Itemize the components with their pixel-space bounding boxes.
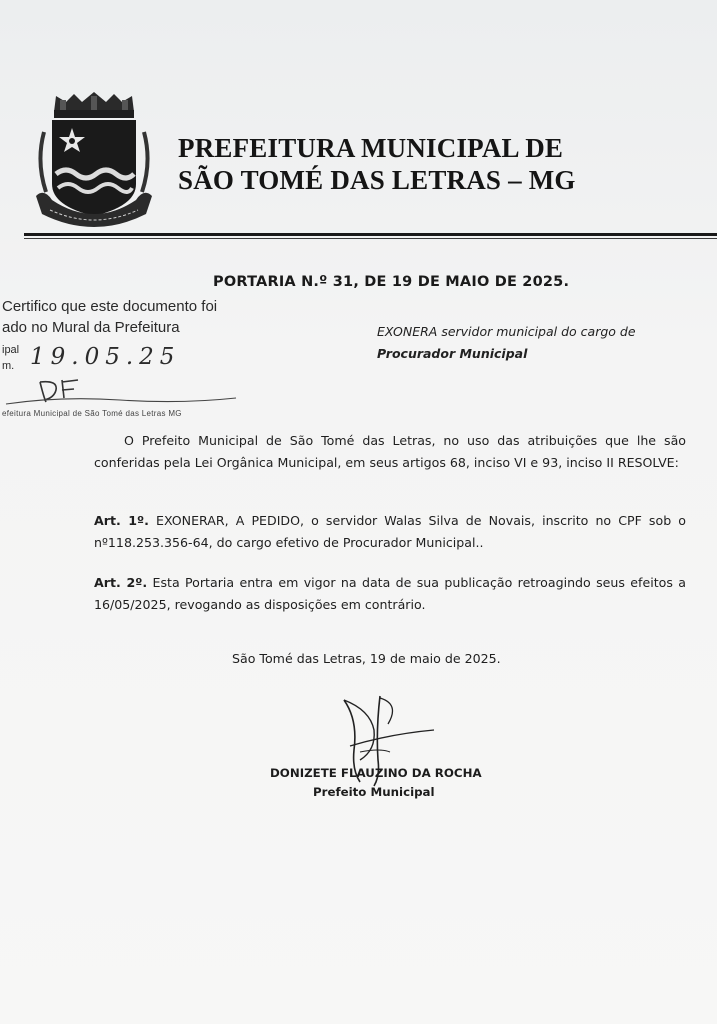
stamp-line-3: ipal (2, 344, 20, 356)
signatory-role: Prefeito Municipal (313, 785, 435, 799)
preamble-text: O Prefeito Municipal de São Tomé das Letras, no uso das atribuições que lhe são conferidas pela Lei Orgânica Municipal, em seus artigos 68, inciso VI e 93, inciso II RESOLVE: (94, 433, 686, 470)
stamp-footer: efeitura Municipal de São Tomé das Letras MG (2, 409, 182, 418)
stamp-initials-icon (0, 376, 240, 410)
institution-line-1: PREFEITURA MUNICIPAL DE (178, 133, 564, 163)
summary-bold-text: Procurador Municipal (377, 346, 528, 361)
institution-heading (178, 132, 576, 196)
ordinance-title: PORTARIA N.º 31, DE 19 DE MAIO DE 2025. (213, 274, 570, 290)
publication-stamp (0, 292, 260, 432)
header-divider-thin (24, 238, 717, 239)
institution-line-2: SÃO TOMÉ DAS LETRAS – MG (178, 165, 576, 195)
coat-of-arms-icon (34, 92, 154, 234)
article-2-label: Art. 2º. (94, 575, 148, 590)
stamp-handwritten-date: 19.05.25 (30, 344, 181, 370)
summary-text: EXONERA servidor municipal do cargo de (377, 324, 636, 339)
article-1-label: Art. 1º. (94, 513, 149, 528)
preamble-paragraph (94, 430, 686, 474)
place-and-date: São Tomé das Letras, 19 de maio de 2025. (232, 651, 501, 666)
article-1-text: EXONERAR, A PEDIDO, o servidor Walas Silva de Novais, inscrito no CPF sob o nº118.253.356-64, do cargo efetivo de Procurador Municipal.. (94, 513, 686, 550)
signatory-name: DONIZETE FLAUZINO DA ROCHA (270, 766, 482, 780)
stamp-line-4: m. (2, 360, 15, 372)
ordinance-summary (377, 321, 697, 365)
article-2 (94, 572, 686, 616)
stamp-line-1: Certifico que este documento foi (2, 298, 218, 315)
article-1 (94, 510, 686, 554)
header-divider-thick (24, 233, 717, 236)
article-2-text: Esta Portaria entra em vigor na data de sua publicação retroagindo seus efeitos a 16/05/2025, revogando as disposições em contrário. (94, 575, 686, 612)
stamp-line-2: ado no Mural da Prefeitura (2, 319, 180, 336)
